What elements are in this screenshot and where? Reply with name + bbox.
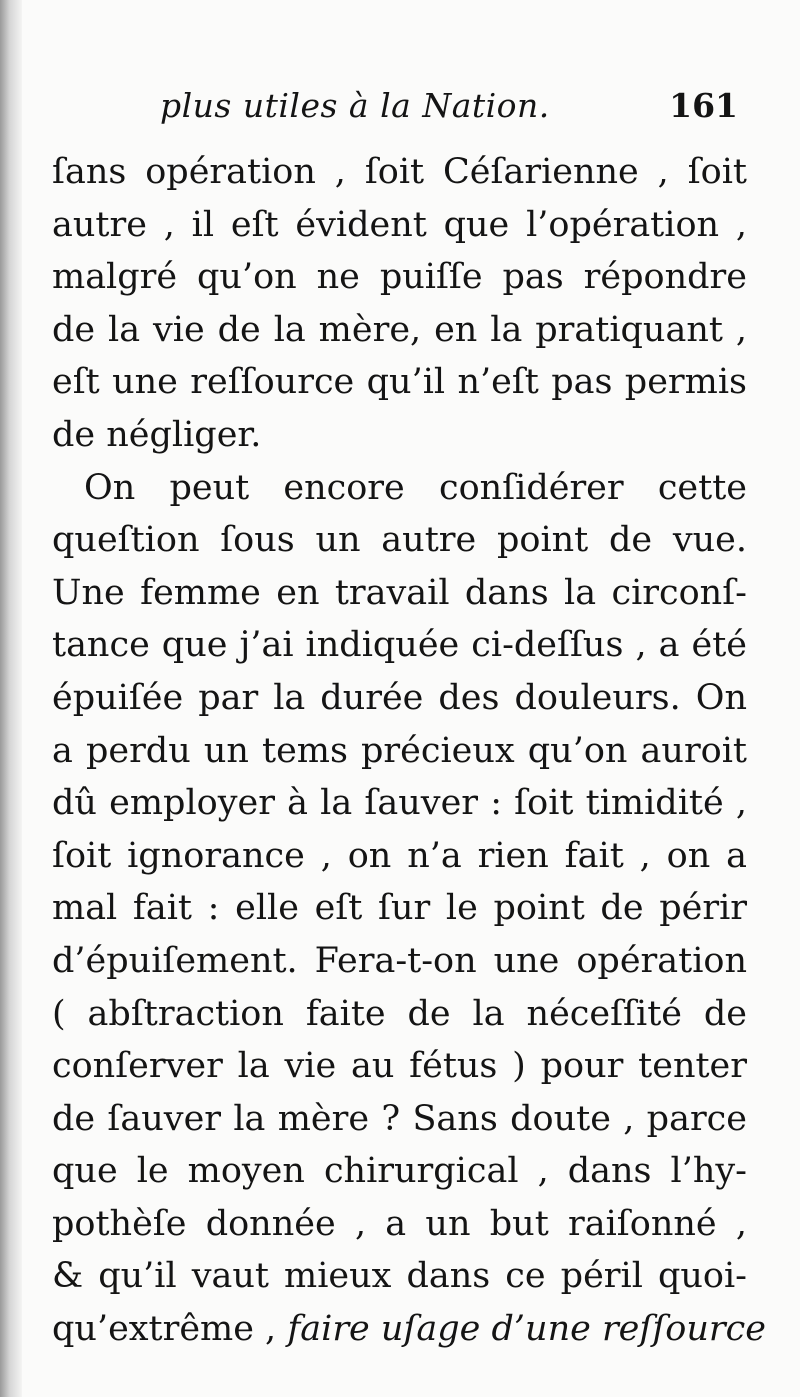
- gutter-shadow: [0, 0, 22, 1397]
- text-line: de ſauver la mère ? Sans doute , parce: [52, 1098, 747, 1139]
- last-line-italic: faire uſage d’une reſſource: [287, 1309, 766, 1350]
- page-number: 161: [669, 86, 738, 125]
- text-line: que le moyen chirurgical , dans l’hy-: [52, 1151, 747, 1192]
- text-line: de la vie de la mère, en la pratiquant ,: [52, 309, 747, 350]
- text-line: ( abſtraction faite de la néceſſité de: [52, 993, 747, 1034]
- text-line: queſtion ſous un autre point de vue.: [52, 520, 747, 561]
- page-header: [160, 82, 750, 130]
- text-line: Une femme en travail dans la circonſ-: [52, 572, 747, 613]
- text-line: épuiſée par la durée des douleurs. On: [52, 677, 747, 718]
- text-line: eſt une reſſource qu’il n’eſt pas permis: [52, 362, 747, 403]
- text-line: a perdu un tems précieux qu’on auroit: [52, 730, 747, 771]
- text-line: & qu’il vaut mieux dans ce péril quoi-: [52, 1256, 747, 1297]
- text-line: pothèſe donnée , a un but raiſonné ,: [52, 1203, 747, 1244]
- text-line: malgré qu’on ne puiſſe pas répondre: [52, 257, 747, 298]
- last-line-roman: qu’extrême ,: [52, 1309, 288, 1350]
- last-text-line: [52, 1303, 766, 1356]
- text-line: d’épuiſement. Fera-t-on une opération: [52, 940, 747, 981]
- text-line: mal fait : elle eſt ſur le point de périr: [52, 888, 747, 929]
- text-line: ſoit ignorance , on n’a rien fait , on a: [52, 835, 747, 876]
- text-line: conſerver la vie au fétus ) pour tenter: [52, 1046, 747, 1087]
- text-line: ſans opération , ſoit Céſarienne , ſoit: [52, 152, 747, 192]
- text-line: dû employer à la ſauver : ſoit timidité ,: [52, 783, 747, 824]
- text-line: tance que j’ai indiquée ci-deſſus , a été: [52, 625, 747, 666]
- text-line: autre , il eſt évident que l’opération ,: [52, 204, 747, 245]
- text-line: de négliger.: [52, 414, 262, 455]
- running-title: plus utiles à la Nation.: [160, 86, 550, 125]
- paragraph-start-line: On peut encore conſidérer cette: [84, 467, 747, 508]
- body-text: [52, 146, 766, 1356]
